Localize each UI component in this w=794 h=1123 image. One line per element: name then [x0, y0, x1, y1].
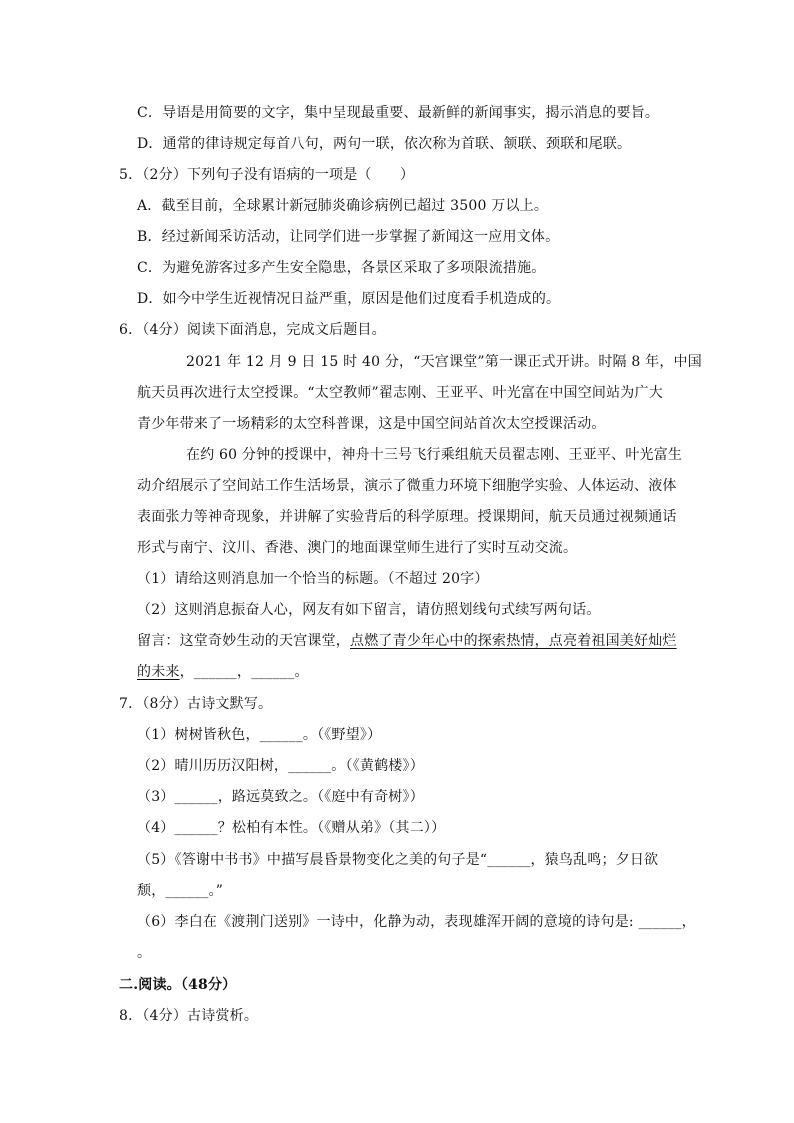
q4-option-d: D．通常的律诗规定每首八句，两句一联，依次称为首联、颔联、颈联和尾联。 [137, 136, 632, 152]
q4-option-c: C．导语是用简要的文字，集中呈现最重要、最新鲜的新闻事实，揭示消息的要旨。 [137, 105, 660, 121]
q7-item-continued: 颓，______。” [137, 883, 224, 899]
message-prefix: 留言：这堂奇妙生动的天宫课堂， [137, 633, 350, 649]
news-paragraph-2-line: 表面张力等神奇现象，并讲解了实验背后的科学原理。授课期间，航天员通过视频通话 [137, 509, 677, 525]
news-paragraph-2-line: 在约 60 分钟的授课中，神舟十三号飞行乘组航天员翟志刚、王亚平、叶光富生 [186, 447, 683, 463]
q5-stem: 5．（2分）下列句子没有语病的一项是（ ） [119, 167, 415, 183]
q7-item: （3）______，路远莫致之。（《庭中有奇树》） [137, 789, 424, 805]
q7-item: （2）晴川历历汉阳树，______。（《黄鹤楼》） [137, 758, 424, 774]
q7-item-continued: 。 [137, 945, 152, 961]
message-suffix: ，______，______。 [179, 664, 309, 680]
q7-item: （4）______？松柏有本性。（《赠从弟》（其二）） [137, 820, 446, 836]
q6-sub-question-1: （1）请给这则消息加一个恰当的标题。（不超过 20字） [137, 571, 489, 587]
q7-item: （1）树树皆秋色，______。（《野望》） [137, 727, 382, 743]
news-paragraph-1-line: 青少年带来了一场精彩的太空科普课，这是中国空间站首次太空授课活动。 [137, 416, 606, 432]
q6-message-line-1 [137, 631, 677, 651]
message-underlined-text: 点燃了青少年心中的探索热情，点亮着祖国美好灿烂 [350, 633, 677, 649]
news-paragraph-1-line: 2021 年 12 月 9 日 15 时 40 分，“天宫课堂”第一课正式开讲。时隔 8 年，中国 [186, 354, 702, 370]
q6-stem: 6．（4分）阅读下面消息，完成文后题目。 [119, 322, 386, 338]
q6-sub-question-2: （2）这则消息振奋人心，网友有如下留言，请仿照划线句式续写两句话。 [137, 602, 601, 618]
q5-option-b: B．经过新闻采访活动，让同学们进一步掌握了新闻这一应用文体。 [137, 229, 560, 245]
q5-option-a: A．截至目前，全球累计新冠肺炎确诊病例已超过 3500 万以上。 [137, 198, 549, 214]
q7-item: （5）《答谢中书书》中描写晨昏景物变化之美的句子是“______，猿鸟乱鸣；夕日欲 [137, 852, 659, 868]
q8-stem: 8．（4分）古诗赏析。 [119, 1008, 259, 1024]
section-heading-reading: 二.阅读。（48分） [119, 977, 237, 993]
q5-option-c: C．为避免游客过多产生安全隐患，各景区采取了多项限流措施。 [137, 260, 546, 276]
news-paragraph-2-line: 动介绍展示了空间站工作生活场景，演示了微重力环境下细胞学实验、人体运动、液体 [137, 478, 677, 494]
q5-option-d: D．如今中学生近视情况日益严重，原因是他们过度看手机造成的。 [137, 291, 561, 307]
news-paragraph-2-line: 形式与南宁、汶川、香港、澳门的地面课堂师生进行了实时互动交流。 [137, 540, 578, 556]
message-underlined-text: 的未来 [137, 664, 180, 680]
q7-item: （6）李白在《渡荆门送别》一诗中，化静为动，表现雄浑开阔的意境的诗句是: ______， [137, 914, 696, 930]
q6-message-line-2 [137, 662, 309, 682]
q7-stem: 7．（8分）古诗文默写。 [119, 696, 273, 712]
news-paragraph-1-line: 航天员再次进行太空授课。“太空教师”翟志刚、王亚平、叶光富在中国空间站为广大 [137, 385, 663, 401]
